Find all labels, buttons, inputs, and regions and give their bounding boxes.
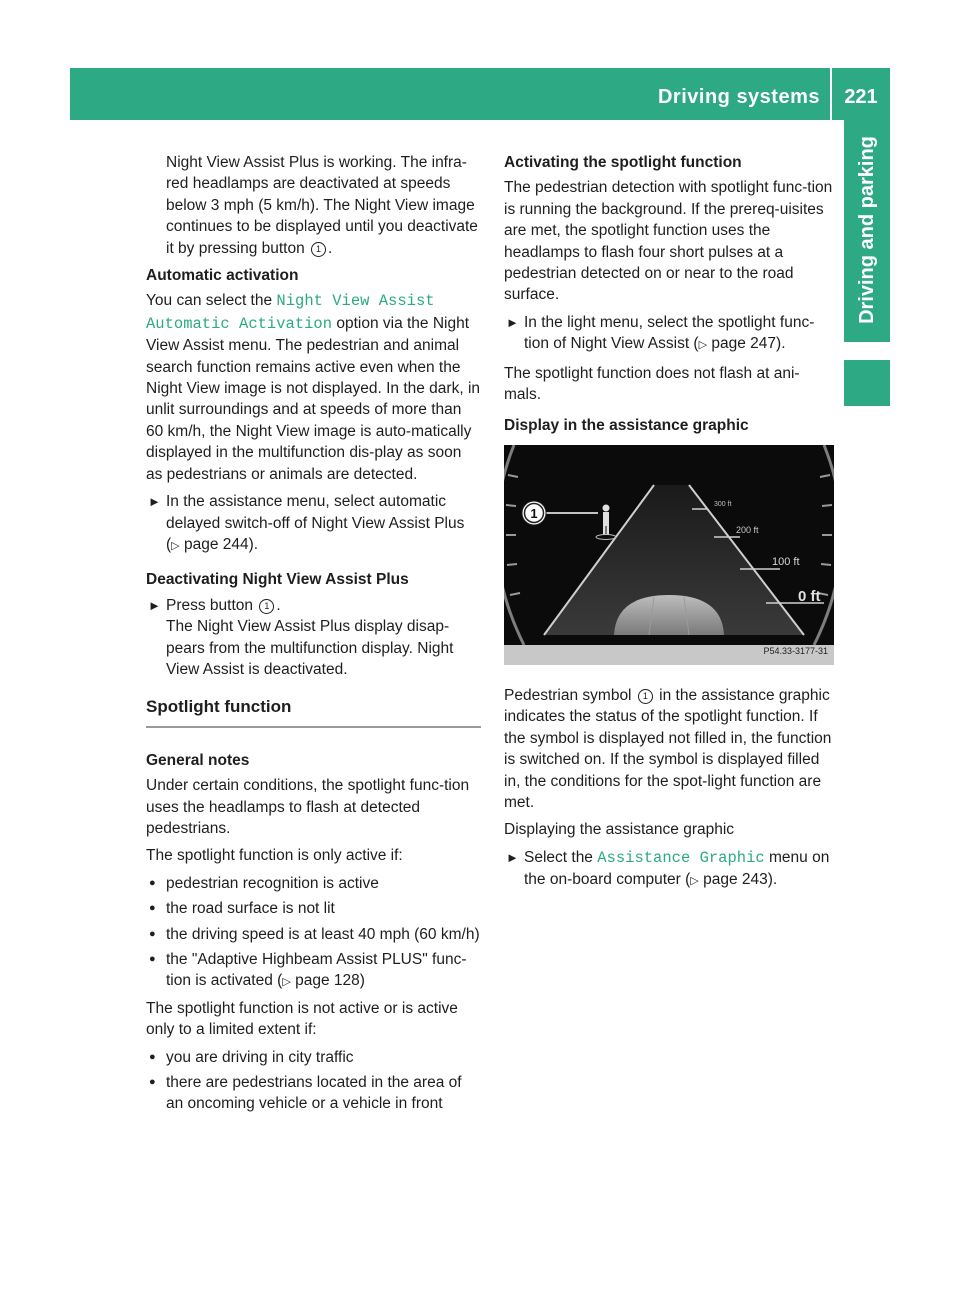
- page-ref-icon: ▷: [171, 539, 180, 552]
- list-item: ● pedestrian recognition is active: [146, 873, 481, 894]
- distance-label-300: 300 ft: [714, 500, 732, 508]
- heading-deactivating: Deactivating Night View Assist Plus: [146, 571, 409, 589]
- active-if-intro: The spotlight function is only active if:: [146, 847, 403, 865]
- callout-1-icon: 1: [311, 242, 326, 257]
- assistance-graphic-figure: [504, 445, 834, 665]
- assistance-graphic-illustration: [504, 445, 834, 665]
- list-item: ● the driving speed is at least 40 mph (60 km/h): [146, 924, 481, 945]
- page-number: 221: [844, 86, 878, 108]
- section-divider: [146, 726, 481, 728]
- heading-spotlight-function: Spotlight function: [146, 697, 292, 717]
- bullet-icon: ●: [149, 876, 156, 889]
- distance-label-100: 100 ft: [772, 555, 800, 568]
- callout-1-icon: 1: [638, 689, 653, 704]
- activating-paragraph: The pedestrian detection with spotlight func-tion is running the background. If the prereq-uisites are met, the spotlight function uses the headlamps to flash four short pulses at a pedestrian detected on or near to the road surface.: [504, 179, 833, 304]
- heading-automatic-activation: Automatic activation: [146, 267, 299, 285]
- page-ref-247[interactable]: page 247).: [711, 335, 786, 353]
- step-automatic-delayed-switch-off: ► In the assistance menu, select automatic delayed switch-off of Night View Assist Plus (▷ page 244).: [148, 493, 465, 553]
- step-select-assistance-graphic: ► Select the Assistance Graphic menu on the on-board computer (▷ page 243).: [506, 848, 830, 889]
- bullet-icon: ●: [149, 902, 156, 915]
- heading-activating-spotlight: Activating the spotlight function: [504, 154, 742, 171]
- page-ref-244[interactable]: page 244).: [183, 535, 259, 553]
- side-tab-marker: [844, 360, 890, 406]
- bullet-icon: ●: [149, 1076, 156, 1089]
- pedestrian-symbol-paragraph: Pedestrian symbol 1 in the assistance graphic indicates the status of the spotlight function. If the symbol is displayed not filled in, the function is switched on. If the symbol is displayed filled in, the conditions for the spot-light function are met.: [504, 686, 832, 811]
- list-item: ● the road surface is not lit: [146, 898, 481, 919]
- displaying-graphic-label: Displaying the assistance graphic: [504, 821, 735, 839]
- header-separator: [830, 68, 832, 120]
- deactivate-result: The Night View Assist Plus display disap-pears from the multifunction display. Night View Assist is deactivated.: [166, 618, 454, 678]
- step-light-menu: ► In the light menu, select the spotlight func-tion of Night View Assist (▷ page 247).: [506, 313, 815, 353]
- bullet-icon: ●: [149, 953, 156, 965]
- bullet-icon: ●: [149, 1050, 156, 1063]
- left-column: [146, 152, 481, 1119]
- list-item: ● you are driving in city traffic: [146, 1047, 481, 1068]
- animals-note: The spotlight function does not flash at ani-mals.: [504, 364, 800, 404]
- bullet-icon: ●: [149, 927, 156, 940]
- figure-code: P54.33-3177-31: [763, 646, 828, 657]
- page-ref-243[interactable]: page 243).: [703, 871, 778, 889]
- list-item: ● the "Adaptive Highbeam Assist PLUS" func-tion is activated (▷ page 128): [149, 951, 467, 990]
- page-ref-icon: ▷: [690, 875, 699, 888]
- right-column: [504, 152, 836, 899]
- page-ref-icon: ▷: [282, 976, 291, 989]
- distance-label-200: 200 ft: [736, 524, 759, 535]
- step-press-button: ► Press button 1 . The Night View Assist Plus display disap-pears from the multifunction display. Night View Assist is deactivated.: [148, 596, 454, 678]
- intro-paragraph: Night View Assist Plus is working. The infra-red headlamps are deactivated at speeds below 3 mph (5 km/h). The Night View image continues to be displayed until you deactivate it by pressing button 1 .: [166, 154, 478, 257]
- arrow-right-icon: ►: [148, 494, 161, 510]
- page-ref-icon: ▷: [698, 339, 708, 352]
- arrow-right-icon: ►: [506, 314, 519, 330]
- heading-display-assistance: Display in the assistance graphic: [504, 417, 749, 435]
- section-title: Driving systems: [657, 86, 820, 108]
- page-ref-128[interactable]: page 128): [295, 972, 365, 990]
- limited-paragraph: The spotlight function is not active or is active only to a limited extent if:: [146, 999, 458, 1039]
- list-item: ● there are pedestrians located in the area of an oncoming vehicle or a vehicle in front: [149, 1074, 462, 1113]
- heading-general-notes: General notes: [146, 751, 250, 769]
- arrow-right-icon: ►: [148, 597, 161, 613]
- callout-1-icon: 1: [259, 599, 274, 614]
- arrow-right-icon: ►: [506, 849, 519, 865]
- menu-assistance-graphic: Assistance Graphic: [597, 848, 765, 867]
- side-tab-label: Driving and parking: [856, 136, 878, 324]
- menu-night-view-automatic-activation: Night View Assist Automatic Activation: [146, 292, 435, 333]
- distance-label-0: 0 ft: [798, 587, 821, 605]
- callout-1-label: 1: [530, 505, 538, 521]
- automatic-activation-paragraph: You can select the Night View Assist Automatic Activation option via the Night View Assist menu. The pedestrian and animal search function remains active even when the Night View image is not displayed. In the dark, in unlit surroundings and at speeds of more than 60 km/h, the Night View image is auto-matically displayed in the multifunction dis-play as soon as pedestrians or animals are detected.: [146, 292, 481, 483]
- general-notes-paragraph: Under certain conditions, the spotlight func-tion uses the headlamps to flash at detected pedestrians.: [146, 777, 470, 837]
